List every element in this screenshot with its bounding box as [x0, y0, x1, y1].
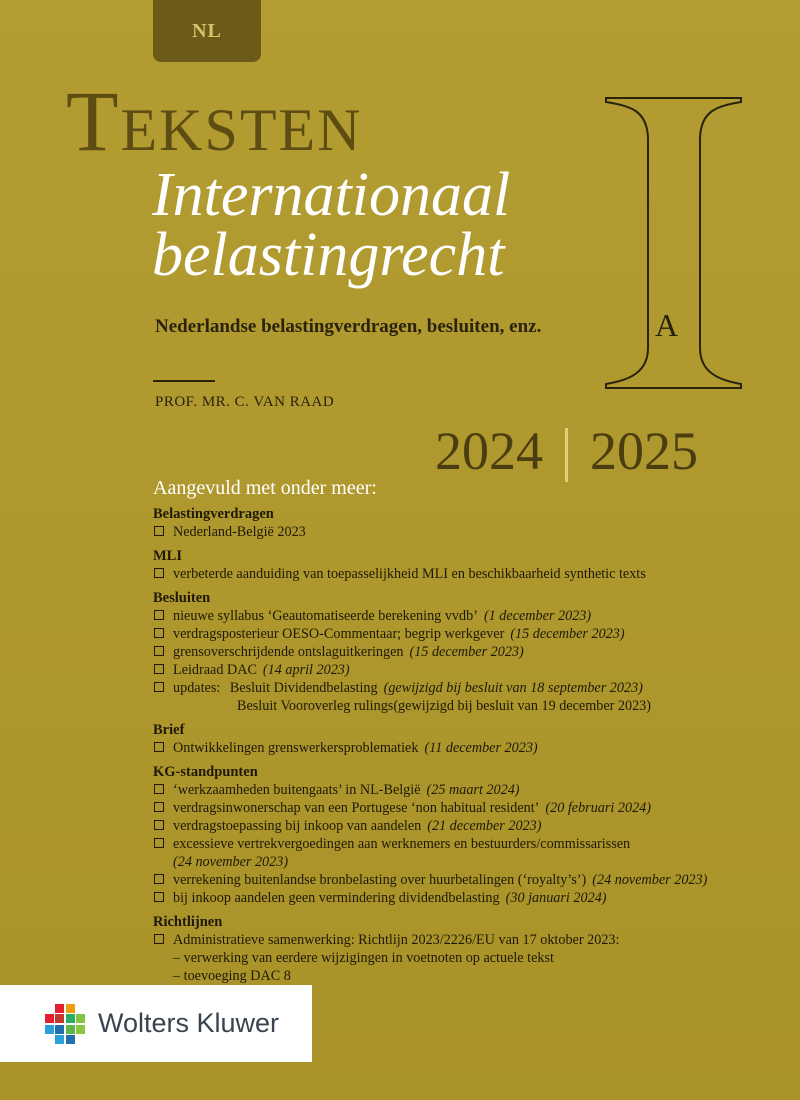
list-sub-item: Besluit Vooroverleg rulings(gewijzigd bij besluit van 19 december 2023) [237, 698, 651, 714]
part-letter: A [655, 307, 679, 343]
list-sub-item: – toevoeging DAC 8 [173, 968, 291, 984]
section-title: Belastingverdragen [153, 506, 274, 522]
checkbox-icon [154, 820, 164, 830]
supplement-heading: Aangevuld met onder meer: [153, 477, 377, 499]
checkbox-icon [154, 682, 164, 692]
publisher-logo [0, 985, 312, 1062]
checkbox-icon [154, 568, 164, 578]
checkbox-icon [154, 646, 164, 656]
year-start: 2024 [435, 421, 543, 481]
checkbox-icon [154, 784, 164, 794]
language-tab: NL [153, 0, 261, 62]
checkbox-icon [154, 838, 164, 848]
list-item: verdragsinwonerschap van een Portugese ‘non habitual resident’ (20 februari 2024) [153, 799, 793, 817]
volume-numeral-text: I [600, 70, 601, 71]
section-title: Richtlijnen [153, 914, 223, 930]
title-line-2: belastingrecht [152, 221, 505, 289]
list-item: verbeterde aanduiding van toepasselijkheid MLI en beschikbaarheid synthetic texts [153, 565, 793, 583]
book-subtitle: Nederlandse belastingverdragen, besluiten, enz. [155, 316, 542, 337]
checkbox-icon [154, 610, 164, 620]
list-item: excessieve vertrekvergoedingen aan werknemers en bestuurders/commissarissen (24 november 2023) [153, 835, 793, 871]
author-name: PROF. MR. C. VAN RAAD [155, 394, 335, 410]
checkbox-icon [154, 664, 164, 674]
section-title: Besluiten [153, 590, 211, 606]
list-item: Administratieve samenwerking: Richtlijn 2023/2226/EU van 17 oktober 2023: [153, 931, 793, 949]
section-title: Brief [153, 722, 185, 738]
section-richtlijnen [153, 913, 793, 985]
book-title [152, 161, 511, 289]
year-end: 2025 [590, 421, 698, 481]
list-item: bij inkoop aandelen geen vermindering dividendbelasting (30 januari 2024) [153, 889, 793, 907]
list-item: Ontwikkelingen grenswerkersproblematiek (11 december 2023) [153, 739, 793, 757]
checkbox-icon [154, 628, 164, 638]
list-item: grensoverschrijdende ontslaguitkeringen (15 december 2023) [153, 643, 793, 661]
contents-list [153, 505, 793, 991]
wolters-kluwer-logo-icon [42, 1001, 88, 1047]
section-title: MLI [153, 548, 182, 564]
list-item: verdragsposterieur OESO-Commentaar; begrip werkgever (15 december 2023) [153, 625, 793, 643]
list-item: ‘werkzaamheden buitengaats’ in NL-België (25 maart 2024) [153, 781, 793, 799]
volume-numeral-icon [600, 70, 750, 400]
year-separator [565, 428, 568, 482]
list-item: Leidraad DAC (14 april 2023) [153, 661, 793, 679]
section-besluiten [153, 589, 793, 715]
checkbox-icon [154, 742, 164, 752]
checkbox-icon [154, 802, 164, 812]
section-kg-standpunten [153, 763, 793, 907]
list-item: Nederland-België 2023 [153, 523, 793, 541]
author-divider [153, 380, 215, 382]
publisher-name: Wolters Kluwer [98, 1008, 280, 1038]
list-item: verrekening buitenlandse bronbelasting over huurbetalingen (‘royalty’s’) (24 november 2023) [153, 871, 793, 889]
section-brief [153, 721, 793, 757]
list-item: nieuwe syllabus ‘Geautomatiseerde berekening vvdb’ (1 december 2023) [153, 607, 793, 625]
list-sub-item: – verwerking van eerdere wijzigingen in voetnoten op actuele tekst [173, 950, 554, 966]
section-mli [153, 547, 793, 583]
edition-years [435, 420, 698, 482]
checkbox-icon [154, 526, 164, 536]
series-brand: Teksten [66, 73, 363, 169]
section-title: KG-standpunten [153, 764, 258, 780]
title-line-1: Internationaal [152, 161, 511, 229]
list-item: verdragstoepassing bij inkoop van aandelen (21 december 2023) [153, 817, 793, 835]
section-belastingverdragen [153, 505, 793, 541]
checkbox-icon [154, 934, 164, 944]
list-item-updates: updates: Besluit Dividendbelasting (gewijzigd bij besluit van 18 september 2023) [153, 679, 793, 697]
checkbox-icon [154, 874, 164, 884]
checkbox-icon [154, 892, 164, 902]
